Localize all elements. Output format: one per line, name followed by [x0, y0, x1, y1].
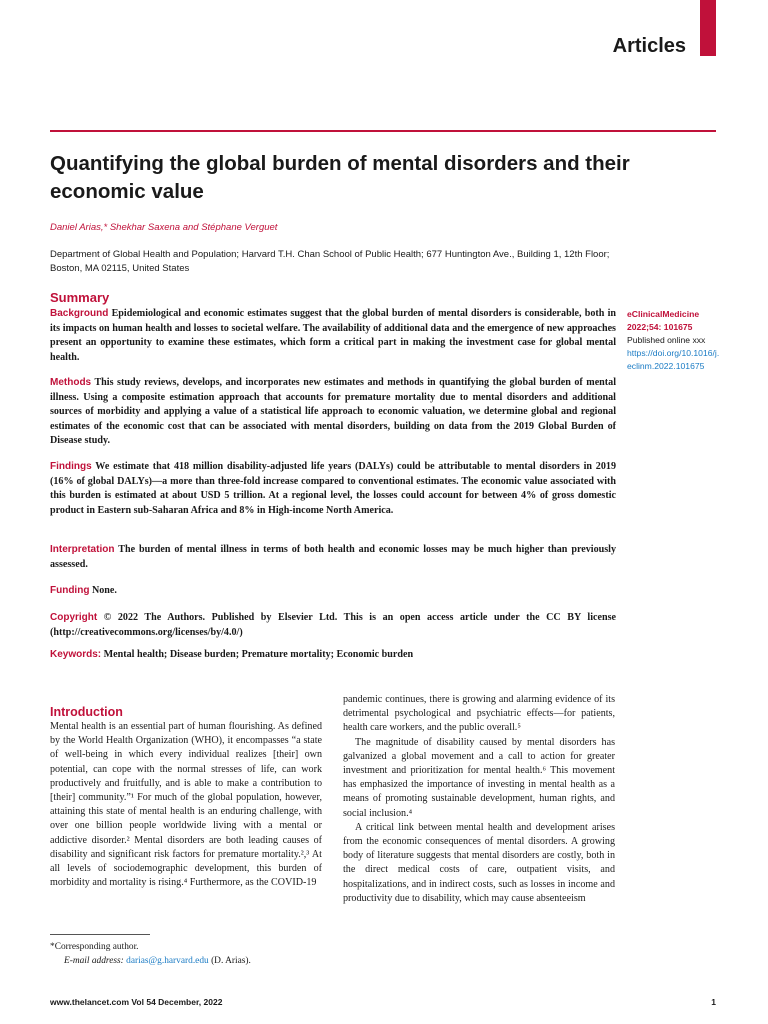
doi-link-line2[interactable]: eclinm.2022.101675: [627, 361, 705, 371]
body-paragraph: A critical link between mental health and development arises from the economic consequences of mental disorders. A growing body of literature suggests that mental disorders are costly, both in the direct medical costs of care, outpatient visits, and hospitalizations, and in indirect costs, such as losses in income and productivity due to disability, which may cause absenteeism: [343, 821, 615, 904]
copyright-close: ): [239, 626, 243, 638]
body-paragraph: The magnitude of disability caused by mental disorders has galvanized a global movement and a call to action for greater investment and prioritization for mental health.⁶ This movement has emphasized the importance of investing in mental health as a means of promoting sustainable development, human rights, and social inclusion.⁴: [343, 736, 615, 819]
keywords-text: Mental health; Disease burden; Premature mortality; Economic burden: [103, 649, 414, 660]
abstract-funding: [50, 584, 616, 599]
introduction-heading: Introduction: [50, 705, 123, 719]
license-link[interactable]: http://creativecommons.org/licenses/by/4.0/: [53, 626, 240, 638]
findings-text: We estimate that 418 million disability-adjusted life years (DALYs) could be attributable to mental disorders in 2019 (16% of global DALYs)—a more than three-fold increase compared to conventional estimates. The economic value associated with this burden is estimated at about USD 5 trillion. At a regional level, the losses could account for between 4% of gross domestic product in Eastern sub-Saharan Africa and 8% in High-income North America.: [50, 461, 616, 516]
background-label: Background: [50, 308, 109, 319]
journal-volume: 2022;54: 101675: [627, 322, 693, 332]
published-online: Published online xxx: [627, 335, 706, 345]
footer-journal-info: www.thelancet.com Vol 54 December, 2022: [50, 997, 223, 1007]
section-color-tab: [700, 0, 716, 56]
body-paragraph: pandemic continues, there is growing and alarming evidence of its detrimental psychological and psychiatric effects—for patients, health care workers, and the public overall.⁵: [343, 694, 615, 734]
email-link[interactable]: darias@g.harvard.edu: [126, 956, 209, 966]
abstract-keywords: [50, 648, 616, 663]
abstract-interpretation: [50, 543, 616, 572]
body-column-right: [343, 693, 615, 906]
corresponding-author-note: *Corresponding author.: [50, 942, 139, 952]
email-label: E-mail address:: [64, 956, 124, 966]
abstract-background: [50, 307, 616, 365]
article-title: Quantifying the global burden of mental disorders and their economic value: [50, 152, 630, 203]
copyright-text: © 2022 The Authors. Published by Elsevier Ltd. This is an open access article under the CC BY license (: [50, 612, 616, 638]
page-number: 1: [711, 997, 716, 1007]
footnote: [50, 940, 330, 968]
interpretation-label: Interpretation: [50, 544, 115, 555]
journal-name: eClinicalMedicine: [627, 309, 700, 319]
abstract-methods: [50, 376, 616, 449]
author-list: Daniel Arias,* Shekhar Saxena and Stéphane Verguet: [50, 222, 278, 233]
journal-info: [627, 308, 737, 373]
header-rule: [50, 130, 716, 132]
keywords-label: Keywords:: [50, 649, 102, 660]
author-affiliation: Department of Global Health and Population; Harvard T.H. Chan School of Public Health; 677 Huntington Ave., Building 1, 12th Floor; Boston, MA 02115, United States: [50, 249, 610, 274]
body-paragraph: Mental health is an essential part of human flourishing. As defined by the World Health Organization (WHO), it encompasses “a state of well-being in which every individual realizes [their] own potential, can cope with the normal stresses of life, can work productively and fruitfully, and is able to make a contribution to [their] community.”¹ For much of the global population, however, attaining this state of mental health is an enduring challenge, with over one billion people worldwide living with a mental or addictive disorder.² Mental disorders are both leading causes of disability and significant risk factors for premature mortality.²,³ At all levels of sociodemographic development, this burden of morbidity and mortality is rising.⁴ Furthermore, as the COVID-19: [50, 721, 322, 889]
interpretation-text: The burden of mental illness in terms of both health and economic losses may be much higher than previously assessed.: [50, 544, 617, 570]
email-suffix: (D. Arias).: [208, 956, 251, 966]
funding-label: Funding: [50, 585, 90, 596]
methods-label: Methods: [50, 377, 92, 388]
body-column-left: [50, 700, 322, 890]
doi-link-line1[interactable]: https://doi.org/10.1016/j.: [627, 348, 720, 358]
footnote-rule: [50, 934, 150, 935]
funding-text: None.: [91, 585, 117, 596]
section-label: Articles: [612, 35, 686, 57]
email-line: [50, 954, 330, 968]
copyright-label: Copyright: [50, 612, 98, 623]
summary-heading: Summary: [50, 290, 110, 305]
abstract-copyright: [50, 611, 616, 640]
findings-label: Findings: [50, 461, 92, 472]
abstract-findings: [50, 460, 616, 518]
background-text: Epidemiological and economic estimates suggest that the global burden of mental disorders is considerable, both in its impacts on human health and losses to societal welfare. The availability of additional data and the emergence of new approaches present an opportunity to examine these estimates, which form a critical part in making the investment case for global mental health.: [50, 308, 616, 363]
methods-text: This study reviews, develops, and incorporates new estimates and methods in quantifying the global burden of mental illness. Using a composite estimation approach that accounts for premature mortality due to mental disorders and additional sources of morbidity and applying a value of a statistical life approach to economic valuation, we determine global and regional estimates of the economic cost that can be associated with mental disorders, building on data from the 2019 Global Burden of Disease study.: [50, 377, 617, 447]
